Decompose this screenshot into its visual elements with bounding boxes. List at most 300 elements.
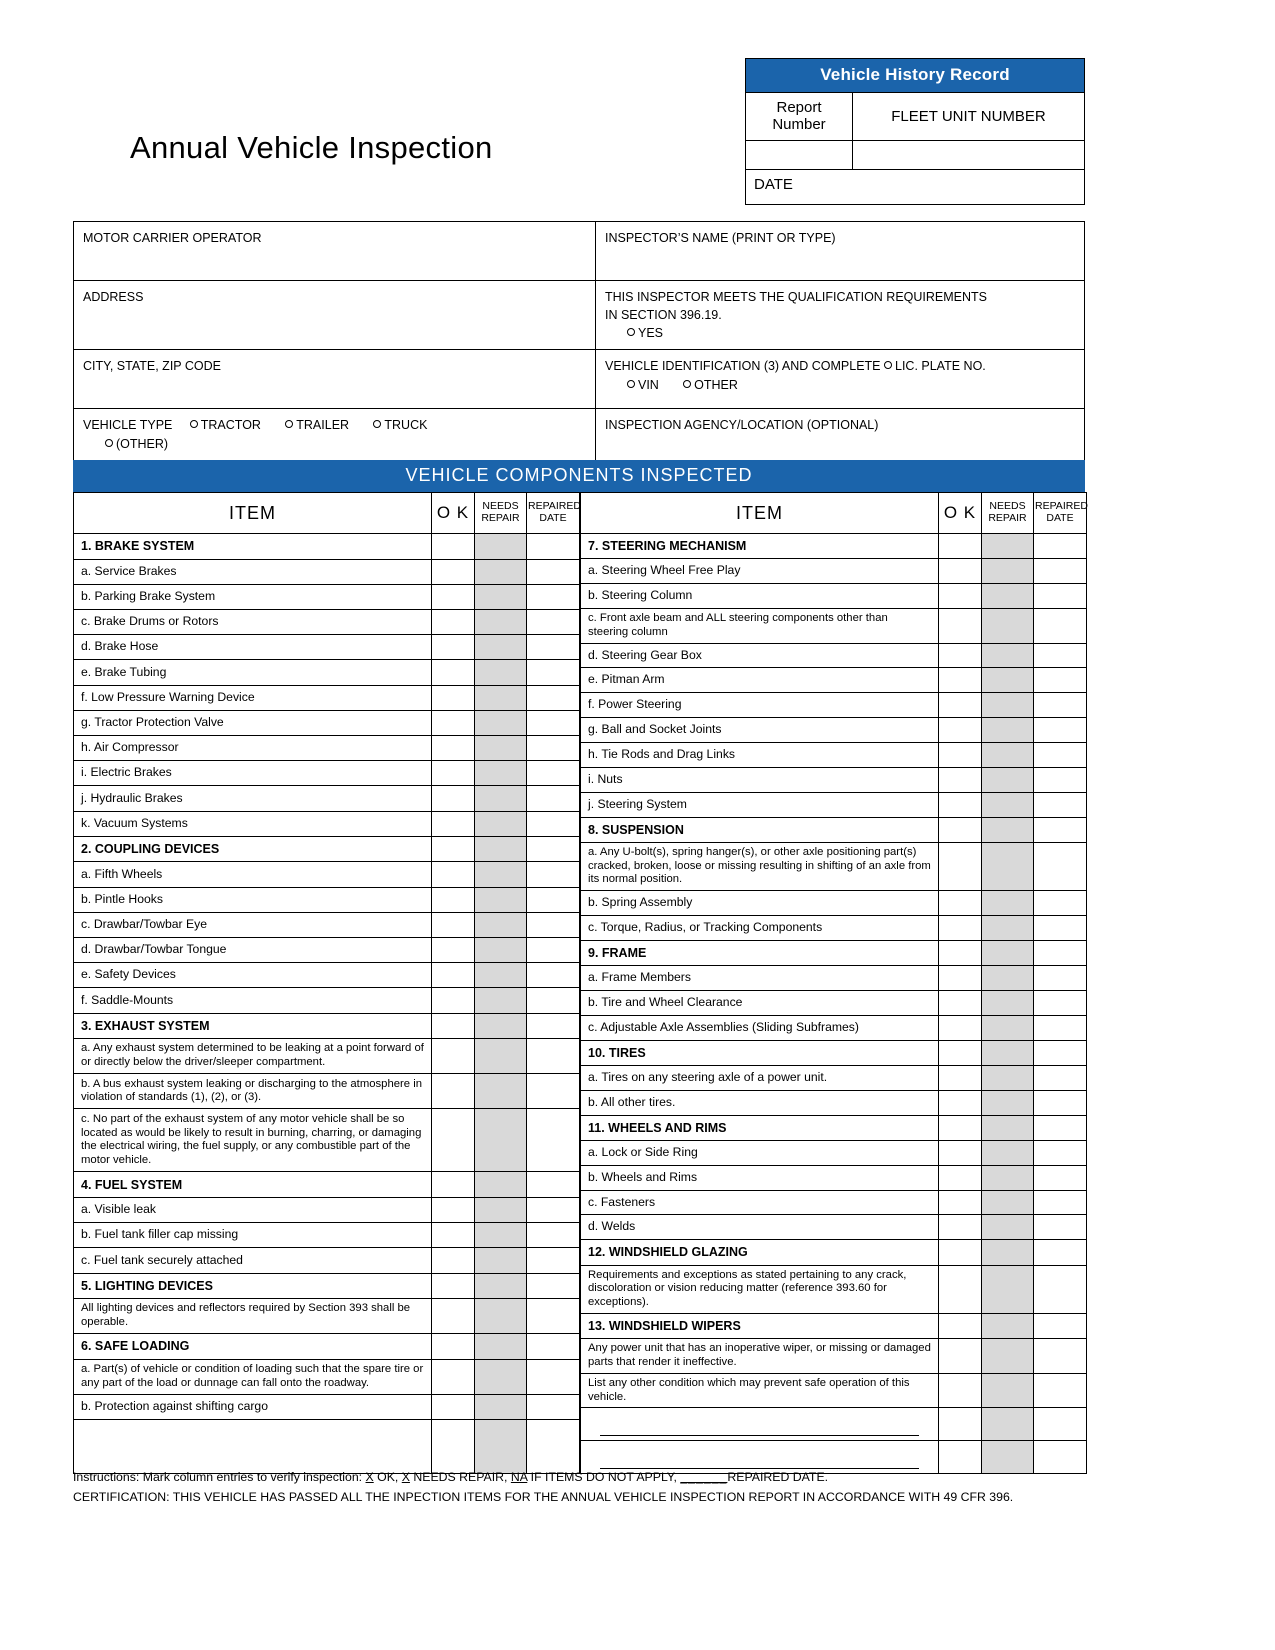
ok-cell[interactable] — [939, 1408, 982, 1441]
repaired-date-cell[interactable] — [527, 1197, 580, 1222]
repaired-date-cell[interactable] — [527, 534, 580, 560]
needs-repair-cell[interactable] — [982, 1339, 1034, 1374]
table-row — [74, 660, 580, 685]
needs-repair-cell[interactable] — [982, 1265, 1034, 1313]
needs-repair-cell[interactable] — [982, 693, 1034, 718]
ok-cell[interactable] — [432, 534, 475, 560]
vehicle-history-record-title: Vehicle History Record — [746, 59, 1084, 92]
ok-cell[interactable] — [432, 862, 475, 887]
ok-cell[interactable] — [939, 842, 982, 890]
needs-repair-cell[interactable] — [982, 1408, 1034, 1441]
repaired-date-cell[interactable] — [1034, 1090, 1087, 1115]
needs-repair-cell[interactable] — [475, 1273, 527, 1299]
item-label: c. Adjustable Axle Assemblies (Sliding Subframes) — [581, 1015, 939, 1040]
ok-cell[interactable] — [432, 1172, 475, 1198]
item-label: c. Fasteners — [581, 1190, 939, 1215]
table-header-row — [74, 493, 580, 534]
needs-repair-cell[interactable] — [475, 836, 527, 862]
needs-repair-cell[interactable] — [475, 660, 527, 685]
ok-cell[interactable] — [939, 792, 982, 817]
item-label: e. Safety Devices — [74, 963, 432, 988]
needs-repair-cell[interactable] — [475, 1359, 527, 1394]
item-label: k. Vacuum Systems — [74, 811, 432, 836]
table-row — [74, 1223, 580, 1248]
item-label: b. Pintle Hooks — [74, 887, 432, 912]
repaired-date-cell[interactable] — [527, 1074, 580, 1109]
needs-repair-cell[interactable] — [982, 792, 1034, 817]
ok-cell[interactable] — [432, 836, 475, 862]
section-header: 4. FUEL SYSTEM — [74, 1172, 432, 1198]
needs-repair-cell[interactable] — [982, 966, 1034, 991]
repaired-date-cell[interactable] — [1034, 940, 1087, 965]
repaired-date-cell[interactable] — [1034, 1065, 1087, 1090]
column-header-ok: O K — [939, 493, 982, 534]
repaired-date-cell[interactable] — [1034, 792, 1087, 817]
needs-repair-cell[interactable] — [475, 584, 527, 609]
needs-repair-cell[interactable] — [982, 1065, 1034, 1090]
needs-repair-cell[interactable] — [982, 1015, 1034, 1040]
repaired-date-cell[interactable] — [1034, 916, 1087, 941]
section-header: 5. LIGHTING DEVICES — [74, 1273, 432, 1299]
ok-cell[interactable] — [432, 1197, 475, 1222]
repaired-date-cell[interactable] — [527, 1394, 580, 1420]
qualification-yes-option[interactable]: YES — [605, 324, 1075, 342]
repaired-date-cell[interactable] — [1034, 1265, 1087, 1313]
repaired-date-cell[interactable] — [527, 736, 580, 761]
needs-repair-cell[interactable] — [982, 1115, 1034, 1140]
vehicle-identification-field[interactable] — [596, 350, 1085, 409]
repaired-date-cell[interactable] — [527, 1334, 580, 1360]
repaired-date-cell[interactable] — [1034, 817, 1087, 842]
repaired-date-cell[interactable] — [527, 1299, 580, 1334]
needs-repair-cell[interactable] — [475, 938, 527, 963]
item-label: g. Tractor Protection Valve — [74, 710, 432, 735]
ok-cell[interactable] — [432, 1273, 475, 1299]
needs-repair-cell[interactable] — [982, 1140, 1034, 1165]
needs-repair-cell[interactable] — [475, 786, 527, 811]
ok-cell[interactable] — [432, 963, 475, 988]
needs-repair-cell[interactable] — [982, 1313, 1034, 1338]
repaired-date-cell[interactable] — [527, 635, 580, 660]
ok-cell[interactable] — [939, 1313, 982, 1338]
address-field[interactable]: ADDRESS — [74, 281, 596, 350]
repaired-date-cell[interactable] — [527, 610, 580, 635]
repaired-date-cell[interactable] — [527, 1273, 580, 1299]
table-row — [74, 1248, 580, 1273]
needs-repair-cell[interactable] — [475, 534, 527, 560]
ok-cell[interactable] — [939, 534, 982, 559]
vehicle-type-option-trailer[interactable]: TRAILER — [296, 418, 350, 433]
fleet-unit-number-label: FLEET UNIT NUMBER — [891, 107, 1046, 125]
table-row — [74, 1334, 580, 1360]
needs-repair-cell[interactable] — [982, 742, 1034, 767]
ok-cell[interactable] — [939, 1190, 982, 1215]
ok-cell[interactable] — [432, 1109, 475, 1172]
repaired-date-cell[interactable] — [527, 963, 580, 988]
needs-repair-cell[interactable] — [475, 710, 527, 735]
needs-repair-cell[interactable] — [475, 862, 527, 887]
ok-cell[interactable] — [939, 742, 982, 767]
column-header-repaired-date: REPAIRED DATE — [1034, 493, 1087, 534]
ok-cell[interactable] — [939, 817, 982, 842]
ok-cell[interactable] — [432, 559, 475, 584]
item-label: b. Fuel tank filler cap missing — [74, 1223, 432, 1248]
needs-repair-cell[interactable] — [475, 1109, 527, 1172]
repaired-date-cell[interactable] — [527, 1420, 580, 1474]
ok-cell[interactable] — [939, 608, 982, 643]
ok-cell[interactable] — [432, 685, 475, 710]
ok-cell[interactable] — [939, 1215, 982, 1240]
repaired-date-cell[interactable] — [527, 786, 580, 811]
repaired-date-cell[interactable] — [527, 912, 580, 937]
table-row — [74, 1394, 580, 1420]
needs-repair-cell[interactable] — [982, 718, 1034, 743]
fleet-unit-number-value[interactable] — [853, 141, 1084, 169]
ok-cell[interactable] — [432, 1013, 475, 1039]
needs-repair-cell[interactable] — [475, 1248, 527, 1273]
needs-repair-cell[interactable] — [982, 1165, 1034, 1190]
repaired-date-cell[interactable] — [527, 1223, 580, 1248]
table-row — [74, 811, 580, 836]
repaired-date-cell[interactable] — [527, 584, 580, 609]
ok-cell[interactable] — [432, 1359, 475, 1394]
ok-cell[interactable] — [939, 584, 982, 609]
needs-repair-cell[interactable] — [475, 610, 527, 635]
repaired-date-cell[interactable] — [1034, 559, 1087, 584]
table-row — [74, 912, 580, 937]
repaired-date-cell[interactable] — [1034, 1215, 1087, 1240]
ok-cell[interactable] — [432, 938, 475, 963]
needs-repair-cell[interactable] — [475, 963, 527, 988]
mark-x-needs-repair: X — [401, 1470, 410, 1484]
needs-repair-cell[interactable] — [475, 1013, 527, 1039]
repaired-date-cell[interactable] — [1034, 584, 1087, 609]
repaired-date-cell[interactable] — [527, 1172, 580, 1198]
certification-line: CERTIFICATION: THIS VEHICLE HAS PASSED ALL THE INPECTION ITEMS FOR THE ANNUAL VEHICLE INSPECTION REPORT IN ACCORDANCE WITH 49 CFR 396. — [73, 1489, 1014, 1504]
item-label: a. Tires on any steering axle of a power unit. — [581, 1065, 939, 1090]
needs-repair-cell[interactable] — [982, 990, 1034, 1015]
repaired-date-cell[interactable] — [527, 811, 580, 836]
repaired-date-cell[interactable] — [527, 710, 580, 735]
section-header: 13. WINDSHIELD WIPERS — [581, 1313, 939, 1338]
item-label: a. Steering Wheel Free Play — [581, 559, 939, 584]
needs-repair-cell[interactable] — [475, 1074, 527, 1109]
ok-cell[interactable] — [432, 1074, 475, 1109]
repaired-date-cell[interactable] — [1034, 1408, 1087, 1441]
page-title: Annual Vehicle Inspection — [130, 130, 493, 165]
ok-cell[interactable] — [939, 1240, 982, 1265]
repaired-date-cell[interactable] — [1034, 1190, 1087, 1215]
ok-cell[interactable] — [432, 710, 475, 735]
column-header-repaired-date: REPAIRED DATE — [527, 493, 580, 534]
item-label: f. Saddle-Mounts — [74, 988, 432, 1013]
ok-cell[interactable] — [432, 761, 475, 786]
repaired-date-cell[interactable] — [527, 1359, 580, 1394]
qualification-field[interactable] — [596, 281, 1085, 350]
repaired-date-cell[interactable] — [1034, 643, 1087, 668]
item-label: b. Wheels and Rims — [581, 1165, 939, 1190]
table-row — [74, 1420, 580, 1474]
section-header: 2. COUPLING DEVICES — [74, 836, 432, 862]
header — [0, 0, 1275, 193]
ok-cell[interactable] — [432, 1420, 475, 1474]
repaired-date-cell[interactable] — [1034, 966, 1087, 991]
needs-repair-cell[interactable] — [475, 1039, 527, 1074]
repaired-date-cell[interactable] — [1034, 990, 1087, 1015]
ok-cell[interactable] — [432, 1223, 475, 1248]
needs-repair-cell[interactable] — [982, 608, 1034, 643]
repaired-date-cell[interactable] — [1034, 668, 1087, 693]
table-row — [74, 635, 580, 660]
table-row — [74, 761, 580, 786]
table-row — [74, 281, 1085, 350]
ok-cell[interactable] — [939, 559, 982, 584]
ok-cell[interactable] — [432, 1334, 475, 1360]
inspection-agency-field[interactable]: INSPECTION AGENCY/LOCATION (OPTIONAL) — [596, 409, 1085, 468]
ok-cell[interactable] — [939, 1265, 982, 1313]
needs-repair-cell[interactable] — [982, 668, 1034, 693]
lic-plate-label: LIC. PLATE NO. — [895, 359, 986, 374]
needs-repair-cell[interactable] — [475, 1223, 527, 1248]
item-label: List any other condition which may prevent safe operation of this vehicle. — [581, 1373, 939, 1408]
repaired-date-cell[interactable] — [1034, 767, 1087, 792]
needs-repair-cell[interactable] — [475, 1420, 527, 1474]
vehicle-type-label: VEHICLE TYPE — [83, 418, 173, 433]
needs-repair-cell[interactable] — [982, 916, 1034, 941]
section-header: 11. WHEELS AND RIMS — [581, 1115, 939, 1140]
ok-cell[interactable] — [432, 786, 475, 811]
needs-repair-cell[interactable] — [982, 1040, 1034, 1065]
repaired-date-cell[interactable] — [1034, 1015, 1087, 1040]
needs-repair-cell[interactable] — [475, 912, 527, 937]
needs-repair-cell[interactable] — [475, 635, 527, 660]
repaired-date-cell[interactable] — [1034, 1115, 1087, 1140]
ok-cell[interactable] — [939, 693, 982, 718]
ok-cell[interactable] — [432, 1394, 475, 1420]
needs-repair-cell[interactable] — [475, 1172, 527, 1198]
ok-cell[interactable] — [939, 940, 982, 965]
write-in-line-1[interactable] — [581, 1408, 939, 1441]
ok-cell[interactable] — [939, 718, 982, 743]
radio-icon — [285, 420, 293, 428]
inspection-table-right — [580, 492, 1087, 1474]
not-apply-text: IF ITEMS DO NOT APPLY, — [527, 1470, 681, 1484]
repaired-date-cell[interactable] — [527, 1039, 580, 1074]
item-label: j. Steering System — [581, 792, 939, 817]
ok-cell[interactable] — [939, 1040, 982, 1065]
ok-cell[interactable] — [939, 668, 982, 693]
needs-repair-cell[interactable] — [475, 559, 527, 584]
table-row — [581, 1040, 1087, 1065]
item-label: a. Fifth Wheels — [74, 862, 432, 887]
item-label: c. Drawbar/Towbar Eye — [74, 912, 432, 937]
needs-repair-cell[interactable] — [982, 534, 1034, 559]
repaired-date-cell[interactable] — [1034, 891, 1087, 916]
needs-repair-cell[interactable] — [982, 1090, 1034, 1115]
other-id-label: OTHER — [694, 377, 738, 392]
column-header-needs-repair: NEEDS REPAIR — [475, 493, 527, 534]
ok-cell[interactable] — [939, 643, 982, 668]
table-row — [581, 990, 1087, 1015]
repaired-date-cell[interactable] — [1034, 534, 1087, 559]
table-row — [74, 1299, 580, 1334]
ok-cell[interactable] — [939, 1015, 982, 1040]
qualification-line1: THIS INSPECTOR MEETS THE QUALIFICATION REQUIREMENTS — [605, 290, 987, 304]
ok-cell[interactable] — [432, 584, 475, 609]
table-row — [581, 1140, 1087, 1165]
ok-cell[interactable] — [939, 916, 982, 941]
repaired-date-cell[interactable] — [1034, 742, 1087, 767]
ok-cell[interactable] — [939, 966, 982, 991]
needs-repair-cell[interactable] — [982, 559, 1034, 584]
table-row — [74, 1197, 580, 1222]
table-row — [581, 643, 1087, 668]
mark-x-ok: X — [365, 1470, 374, 1484]
repaired-date-cell[interactable] — [1034, 1140, 1087, 1165]
repaired-date-cell[interactable] — [527, 761, 580, 786]
ok-cell[interactable] — [432, 736, 475, 761]
item-label: b. Protection against shifting cargo — [74, 1394, 432, 1420]
repaired-date-cell[interactable] — [527, 1109, 580, 1172]
needs-repair-cell[interactable] — [475, 988, 527, 1013]
repaired-date-cell[interactable] — [1034, 693, 1087, 718]
column-header-item: ITEM — [74, 493, 432, 534]
ok-cell[interactable] — [432, 988, 475, 1013]
ok-cell[interactable] — [432, 660, 475, 685]
section-header: 12. WINDSHIELD GLAZING — [581, 1240, 939, 1265]
report-number-value[interactable] — [746, 141, 853, 169]
repaired-date-cell[interactable] — [527, 685, 580, 710]
item-label: a. Visible leak — [74, 1197, 432, 1222]
needs-repair-cell[interactable] — [475, 1299, 527, 1334]
repaired-date-cell[interactable] — [527, 836, 580, 862]
item-label: Requirements and exceptions as stated pertaining to any crack, discoloration or vision reducing matter (reference 393.60 for exceptions). — [581, 1265, 939, 1313]
table-row — [74, 610, 580, 635]
table-row — [74, 887, 580, 912]
needs-repair-cell[interactable] — [982, 891, 1034, 916]
item-label: b. A bus exhaust system leaking or discharging to the atmosphere in violation of standards (1), (2), or (3). — [74, 1074, 432, 1109]
table-row — [581, 1190, 1087, 1215]
table-row — [581, 1115, 1087, 1140]
ok-cell[interactable] — [432, 887, 475, 912]
table-row — [74, 685, 580, 710]
table-row — [74, 1273, 580, 1299]
repaired-date-cell[interactable] — [527, 988, 580, 1013]
table-row — [74, 963, 580, 988]
vehicle-type-option-other[interactable]: (OTHER) — [83, 435, 586, 453]
repaired-date-cell[interactable] — [527, 1013, 580, 1039]
date-field[interactable]: DATE — [746, 169, 1084, 204]
ok-cell[interactable] — [432, 811, 475, 836]
needs-repair-cell[interactable] — [475, 1394, 527, 1420]
table-header-row — [581, 493, 1087, 534]
repaired-date-cell[interactable] — [527, 938, 580, 963]
needs-repair-cell[interactable] — [982, 842, 1034, 890]
ok-cell[interactable] — [432, 1039, 475, 1074]
item-label: a. Any U-bolt(s), spring hanger(s), or other axle positioning part(s) cracked, broken, loose or missing resulting in shifting of an axle from its normal position. — [581, 842, 939, 890]
vehicle-type-option-truck[interactable]: TRUCK — [384, 418, 428, 433]
repaired-date-cell[interactable] — [527, 660, 580, 685]
needs-repair-cell[interactable] — [475, 761, 527, 786]
ok-cell[interactable] — [432, 1248, 475, 1273]
repaired-date-cell[interactable] — [1034, 608, 1087, 643]
repaired-date-cell[interactable] — [1034, 1339, 1087, 1374]
repaired-date-cell[interactable] — [527, 862, 580, 887]
needs-repair-cell[interactable] — [982, 940, 1034, 965]
inspector-name-field[interactable]: INSPECTOR’S NAME (PRINT OR TYPE) — [596, 222, 1085, 281]
needs-repair-cell[interactable] — [475, 736, 527, 761]
needs-repair-cell[interactable] — [475, 1197, 527, 1222]
item-label: c. No part of the exhaust system of any motor vehicle shall be so located as would be likely to result in burning, charring, or damaging the electrical wiring, the fuel supply, or any combustible part of the motor vehicle. — [74, 1109, 432, 1172]
ok-cell[interactable] — [939, 1165, 982, 1190]
needs-repair-cell[interactable] — [982, 1240, 1034, 1265]
repaired-date-cell[interactable] — [1034, 1040, 1087, 1065]
needs-repair-cell[interactable] — [475, 685, 527, 710]
column-header-ok: O K — [432, 493, 475, 534]
ok-cell[interactable] — [939, 767, 982, 792]
ok-cell[interactable] — [432, 635, 475, 660]
table-row — [74, 710, 580, 735]
repaired-date-cell[interactable] — [527, 559, 580, 584]
needs-repair-cell[interactable] — [475, 887, 527, 912]
ok-cell[interactable] — [939, 1090, 982, 1115]
ok-cell[interactable] — [939, 990, 982, 1015]
ok-cell[interactable] — [939, 891, 982, 916]
needs-repair-cell[interactable] — [475, 811, 527, 836]
item-label: c. Fuel tank securely attached — [74, 1248, 432, 1273]
repaired-date-cell[interactable] — [1034, 842, 1087, 890]
ok-cell[interactable] — [432, 610, 475, 635]
needs-repair-cell[interactable] — [982, 1373, 1034, 1408]
table-row — [581, 1339, 1087, 1374]
needs-repair-cell[interactable] — [982, 584, 1034, 609]
needs-repair-cell[interactable] — [982, 643, 1034, 668]
ok-cell[interactable] — [939, 1339, 982, 1374]
needs-repair-cell[interactable] — [982, 767, 1034, 792]
repaired-date-cell[interactable] — [527, 887, 580, 912]
ok-cell[interactable] — [432, 1299, 475, 1334]
table-row — [74, 1039, 580, 1074]
city-state-zip-field[interactable]: CITY, STATE, ZIP CODE — [74, 350, 596, 409]
item-label: h. Tie Rods and Drag Links — [581, 742, 939, 767]
item-label: b. Steering Column — [581, 584, 939, 609]
needs-repair-cell[interactable] — [475, 1334, 527, 1360]
needs-repair-cell[interactable] — [982, 1215, 1034, 1240]
table-row — [74, 350, 1085, 409]
needs-repair-cell[interactable] — [982, 817, 1034, 842]
table-row — [581, 817, 1087, 842]
ok-cell[interactable] — [939, 1140, 982, 1165]
repaired-date-cell[interactable] — [527, 1248, 580, 1273]
table-row — [581, 1408, 1087, 1441]
table-row — [581, 718, 1087, 743]
vin-other-options[interactable] — [605, 376, 1075, 394]
repaired-date-cell[interactable] — [1034, 718, 1087, 743]
ok-cell[interactable] — [432, 912, 475, 937]
motor-carrier-operator-field[interactable]: MOTOR CARRIER OPERATOR — [74, 222, 596, 281]
needs-repair-cell[interactable] — [982, 1190, 1034, 1215]
repaired-date-cell[interactable] — [1034, 1373, 1087, 1408]
repaired-date-cell[interactable] — [1034, 1165, 1087, 1190]
ok-cell[interactable] — [939, 1065, 982, 1090]
vehicle-type-option-tractor[interactable]: TRACTOR — [200, 418, 261, 433]
repaired-date-cell[interactable] — [1034, 1240, 1087, 1265]
ok-cell[interactable] — [939, 1115, 982, 1140]
ok-cell[interactable] — [939, 1373, 982, 1408]
item-label: e. Brake Tubing — [74, 660, 432, 685]
inspection-tables — [73, 492, 1088, 1474]
repaired-date-cell[interactable] — [1034, 1313, 1087, 1338]
